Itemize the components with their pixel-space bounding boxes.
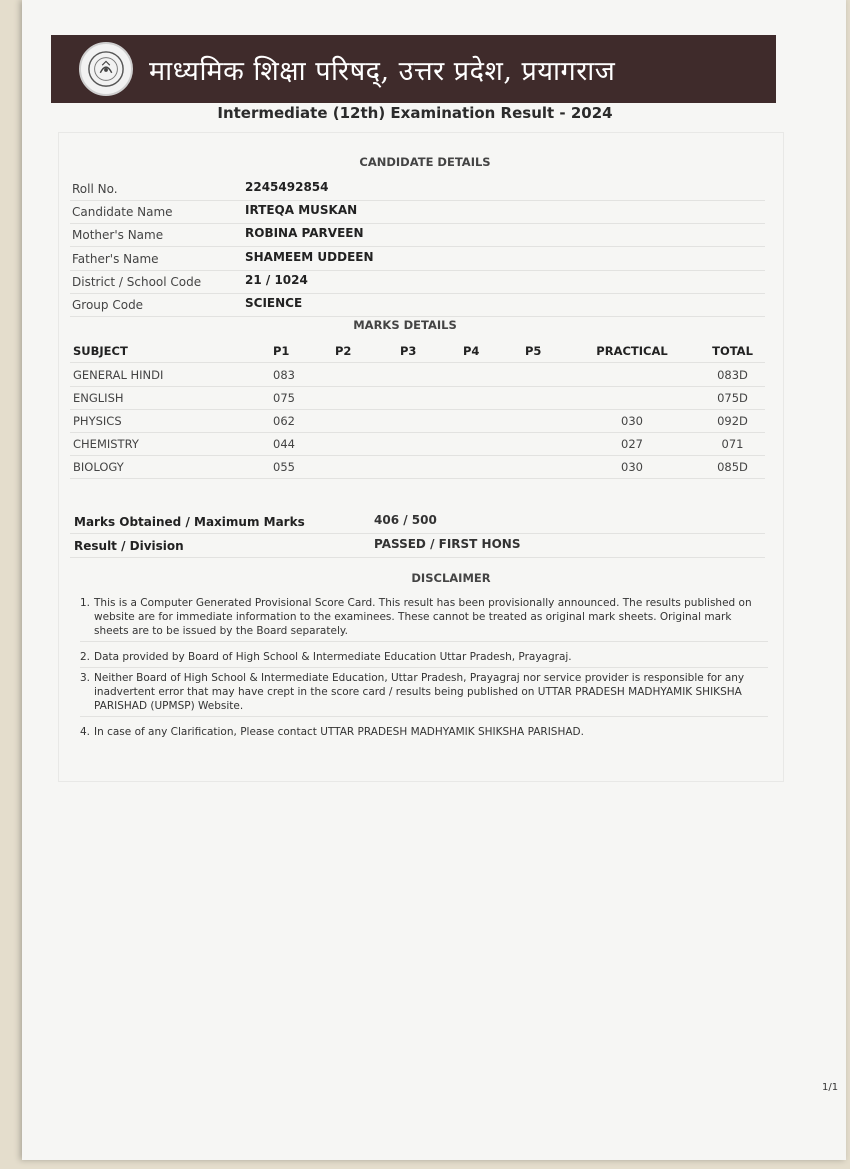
disclaimer-number: 4. bbox=[80, 726, 91, 738]
field-label: Roll No. bbox=[72, 182, 118, 196]
subject-name: PHYSICS bbox=[73, 414, 122, 428]
marks-row-english bbox=[70, 386, 765, 410]
candidate-field-mother bbox=[70, 223, 765, 247]
disclaimer-text: In case of any Clarification, Please contact UTTAR PRADESH MADHYAMIK SHIKSHA PARISHAD. bbox=[94, 726, 584, 738]
disclaimer-title: DISCLAIMER bbox=[411, 571, 491, 585]
disclaimer-text: Data provided by Board of High School & Intermediate Education Uttar Pradesh, Prayagraj. bbox=[94, 651, 572, 663]
candidate-details-title: CANDIDATE DETAILS bbox=[359, 155, 491, 169]
marks-row-biology bbox=[70, 455, 765, 479]
field-label: Mother's Name bbox=[72, 228, 164, 242]
header-subject: SUBJECT bbox=[73, 344, 128, 358]
result-division-label: Result / Division bbox=[74, 539, 184, 553]
marks-details-title: MARKS DETAILS bbox=[353, 318, 457, 332]
page-number: 1/1 bbox=[822, 1082, 839, 1093]
total-mark: 092D bbox=[717, 414, 748, 428]
candidate-field-group bbox=[70, 293, 765, 317]
candidate-field-roll bbox=[70, 177, 765, 201]
disclaimer-number: 1. bbox=[80, 597, 91, 609]
disclaimer-number: 2. bbox=[80, 651, 91, 663]
p1-mark: 083 bbox=[273, 368, 295, 382]
candidate-field-father bbox=[70, 247, 765, 271]
field-value: 2245492854 bbox=[245, 180, 329, 194]
disclaimer-item-4 bbox=[80, 725, 768, 742]
disclaimer-item-2 bbox=[80, 650, 768, 668]
total-mark: 085D bbox=[717, 460, 748, 474]
header-practical: PRACTICAL bbox=[596, 344, 668, 358]
total-mark: 075D bbox=[717, 391, 748, 405]
subject-name: GENERAL HINDI bbox=[73, 368, 164, 382]
subject-name: BIOLOGY bbox=[73, 460, 124, 474]
marks-obtained-value: 406 / 500 bbox=[374, 513, 437, 527]
board-title: माध्यमिक शिक्षा परिषद्, उत्तर प्रदेश, प्रयागराज bbox=[149, 55, 616, 87]
marks-row-hindi bbox=[70, 363, 765, 387]
disclaimer-number: 3. bbox=[80, 672, 91, 684]
disclaimer-item-3 bbox=[80, 671, 768, 717]
practical-mark: 027 bbox=[621, 437, 643, 451]
header-p5: P5 bbox=[525, 344, 542, 358]
disclaimer-item-1 bbox=[80, 596, 768, 642]
field-label: District / School Code bbox=[72, 275, 202, 289]
result-division-value: PASSED / FIRST HONS bbox=[374, 537, 521, 551]
field-label: Group Code bbox=[72, 298, 144, 312]
p1-mark: 055 bbox=[273, 460, 295, 474]
header-p1: P1 bbox=[273, 344, 290, 358]
practical-mark: 030 bbox=[621, 460, 643, 474]
total-mark: 071 bbox=[721, 437, 744, 451]
field-value: SCIENCE bbox=[245, 296, 303, 310]
subject-name: ENGLISH bbox=[73, 391, 124, 405]
subject-name: CHEMISTRY bbox=[73, 437, 139, 451]
marks-row-chemistry bbox=[70, 432, 765, 456]
candidate-field-district bbox=[70, 270, 765, 294]
field-label: Father's Name bbox=[72, 252, 159, 266]
header-p4: P4 bbox=[463, 344, 480, 358]
board-header bbox=[51, 35, 776, 103]
marks-row-physics bbox=[70, 409, 765, 433]
field-value: 21 / 1024 bbox=[245, 273, 308, 287]
field-label: Candidate Name bbox=[72, 205, 173, 219]
result-division-row bbox=[70, 534, 765, 558]
p1-mark: 075 bbox=[273, 391, 295, 405]
disclaimer-text: Neither Board of High School & Intermediate Education, Uttar Pradesh, Prayagraj nor service provider is responsible for any inadvertent error that may have crept in the score card / results being published on UTTAR PRADESH MADHYAMIK SHIKSHA PARISHAD (UPMSP) Website. bbox=[94, 672, 745, 712]
header-p2: P2 bbox=[335, 344, 352, 358]
candidate-field-name bbox=[70, 200, 765, 224]
disclaimer-text: This is a Computer Generated Provisional Score Card. This result has been provisionally announced. The results published on website are for immediate information to the examinees. These cannot be treated as original mark sheets. Original mark sheets are to be issued by the Board separately. bbox=[94, 597, 752, 637]
total-mark: 083D bbox=[717, 368, 748, 382]
marks-obtained-row bbox=[70, 510, 765, 534]
header-p3: P3 bbox=[400, 344, 417, 358]
marks-header-row bbox=[70, 339, 765, 363]
p1-mark: 062 bbox=[273, 414, 295, 428]
header-total: TOTAL bbox=[712, 344, 753, 358]
field-value: ROBINA PARVEEN bbox=[245, 226, 364, 240]
field-value: IRTEQA MUSKAN bbox=[245, 203, 358, 217]
field-value: SHAMEEM UDDEEN bbox=[245, 250, 374, 264]
practical-mark: 030 bbox=[621, 414, 643, 428]
marks-obtained-label: Marks Obtained / Maximum Marks bbox=[74, 515, 305, 529]
up-board-emblem-icon bbox=[79, 42, 133, 96]
p1-mark: 044 bbox=[273, 437, 295, 451]
exam-title: Intermediate (12th) Examination Result - 2024 bbox=[217, 104, 613, 122]
